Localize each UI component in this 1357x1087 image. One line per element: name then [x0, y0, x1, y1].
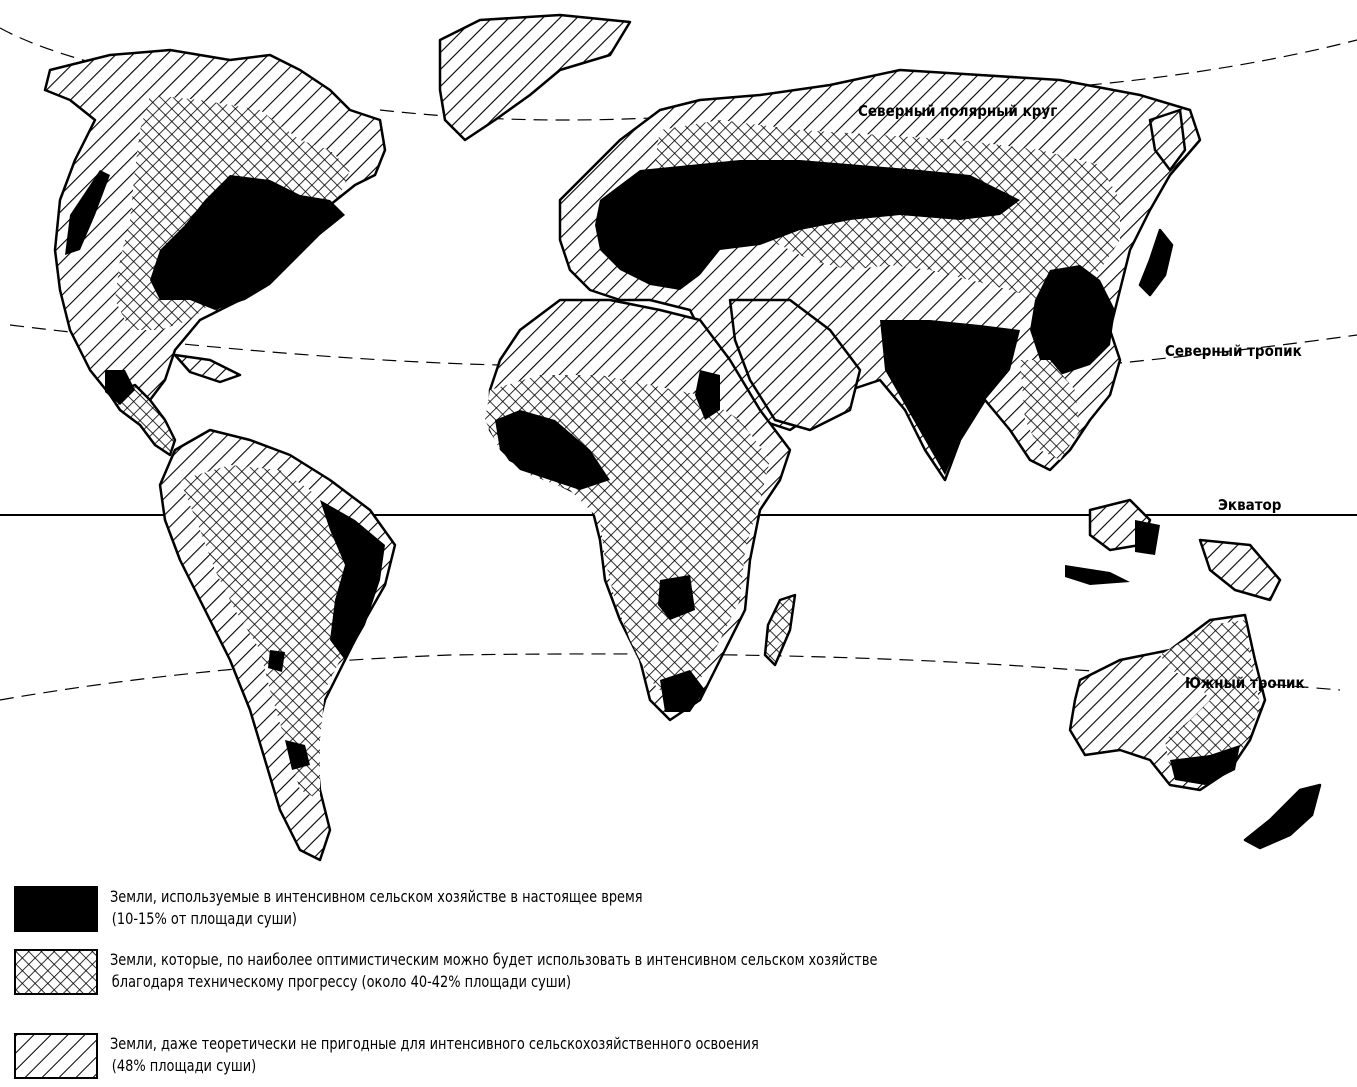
- legend-text-unsuitable: [110, 1033, 759, 1077]
- japan-islands: [1140, 230, 1172, 295]
- arctic-circle-label: Северный полярный круг: [858, 102, 1058, 120]
- legend-line1: Земли, даже теоретически не пригодные для интенсивного сельскохозяйственного освоения: [110, 1034, 759, 1053]
- tropic-of-cancer-label: Северный тропик: [1165, 342, 1302, 360]
- tropic-of-capricorn-label: Южный тропик: [1185, 674, 1305, 692]
- map-legend: [14, 880, 1344, 1080]
- legend-line2: (48% площади суши): [111, 1056, 257, 1075]
- legend-item-unsuitable: [14, 1033, 831, 1079]
- legend-line2: (10-15% от площади суши): [111, 909, 297, 928]
- legend-swatch-solid: [14, 886, 98, 932]
- legend-line2: благодаря техническому прогрессу (около 40-42% площади суши): [111, 972, 572, 991]
- legend-item-potential: [14, 949, 963, 995]
- new-zealand-intensive: [1245, 785, 1320, 848]
- sa-andes-intensive: [268, 650, 285, 672]
- legend-line1: Земли, которые, по наиболее оптимистическим можно будет использовать в интенсивном сельском хозяйстве: [110, 950, 878, 969]
- legend-swatch-diagonal: [14, 1033, 98, 1079]
- caribbean-islands: [175, 355, 240, 382]
- legend-line1: Земли, используемые в интенсивном сельском хозяйстве в настоящее время: [110, 887, 643, 906]
- greenland-region: [440, 15, 630, 140]
- equator-label: Экватор: [1218, 496, 1282, 514]
- legend-swatch-crosshatch: [14, 949, 98, 995]
- madagascar-region: [765, 595, 795, 665]
- legend-item-intensive: [14, 886, 702, 932]
- legend-text-potential: [110, 949, 877, 993]
- legend-text-intensive: [110, 886, 643, 930]
